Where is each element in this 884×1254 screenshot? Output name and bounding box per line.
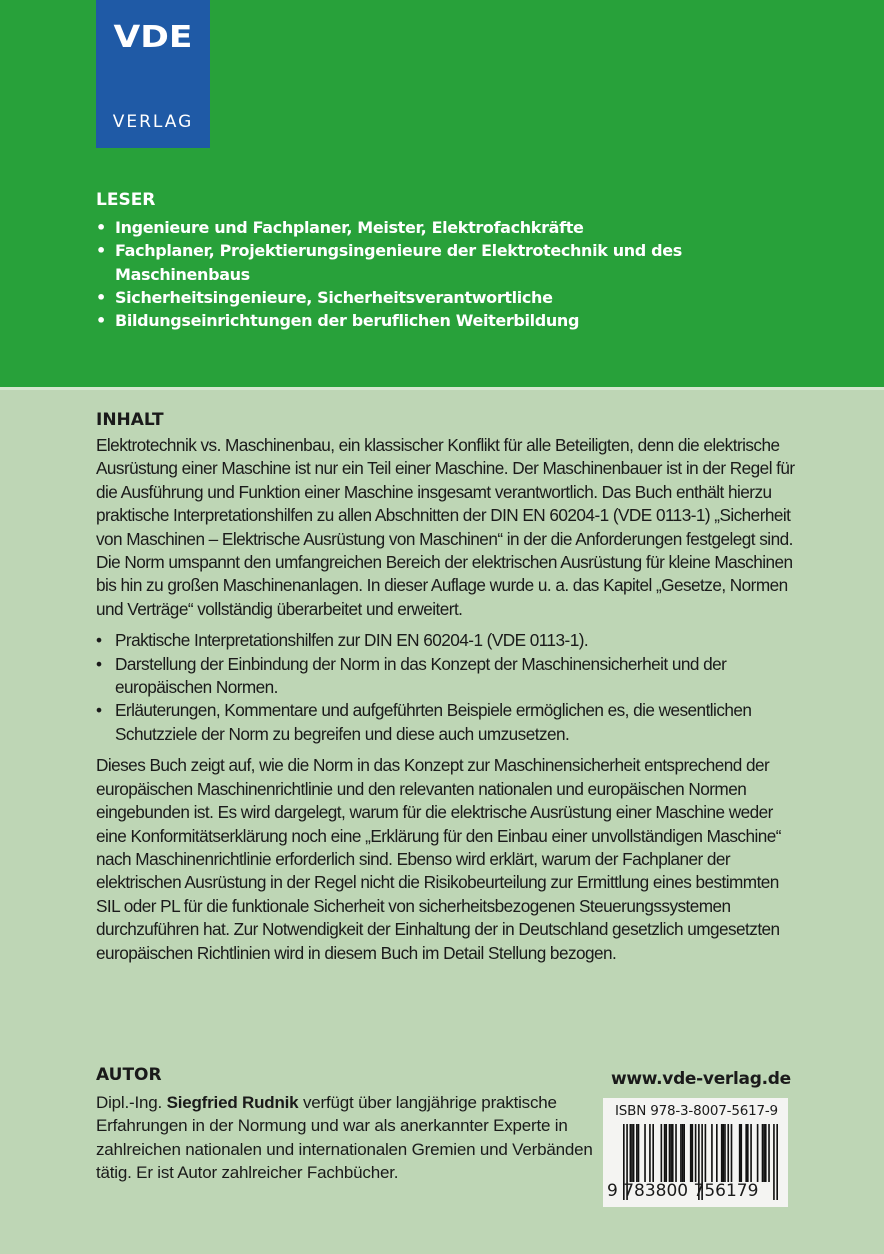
barcode-bar bbox=[690, 1124, 692, 1182]
inhalt-bullets bbox=[96, 629, 796, 746]
vde-verlag-logo bbox=[96, 0, 210, 148]
barcode-bar bbox=[739, 1124, 741, 1182]
barcode-bar bbox=[747, 1124, 749, 1182]
barcode-bar bbox=[750, 1124, 752, 1182]
autor-heading: AUTOR bbox=[96, 1065, 162, 1085]
barcode-bar bbox=[661, 1124, 663, 1182]
barcode-bar bbox=[664, 1124, 666, 1182]
barcode-bar bbox=[776, 1124, 778, 1200]
barcode-bar bbox=[630, 1124, 632, 1182]
leser-item: • Bildungseinrichtungen der beruflichen Weiterbildung bbox=[96, 309, 796, 332]
barcode-bar bbox=[665, 1124, 667, 1182]
barcode-bar bbox=[682, 1124, 684, 1182]
barcode-bar bbox=[652, 1124, 654, 1182]
logo-vde-text: VDE bbox=[113, 20, 193, 55]
leser-heading: LESER bbox=[96, 190, 156, 210]
barcode-bar bbox=[768, 1124, 770, 1182]
isbn-barcode-box bbox=[603, 1098, 788, 1207]
barcode-bar bbox=[636, 1124, 638, 1182]
barcode-bar bbox=[765, 1124, 767, 1182]
inhalt-heading: INHALT bbox=[96, 410, 164, 430]
barcode-bar bbox=[731, 1124, 733, 1182]
barcode-bar bbox=[721, 1124, 723, 1182]
inhalt-closing: Dieses Buch zeigt auf, wie die Norm in das Konzept zur Maschinensicherheit entsprechend der europäischen Maschinenrichtlinie und den relevanten nationalen und europäischen Normen eingebunden ist. Es wird dargelegt, warum für die elektrische Ausrüstung einer Maschine weder eine Konformitätserklärung noch eine „Erklärung für den Einbau einer unvollständigen Maschine“ nach Maschinenrichtlinie erforderlich sind. Ebenso wird erklärt, warum der Fachplaner der elektrischen Ausrüstung in der Regel nicht die Risikobeurteilung zur Ermittlung eines bestimmten SIL oder PL für die funktionale Sicherheit von sicherheitsbezogenen Steuerungssystemen durchzuführen hat. Zur Notwendigkeit der Einhaltung der in Deutschland gesetzlich umgesetzten europäischen Richtlinien wird in diesem Buch im Detail Stellung bezogen. bbox=[96, 755, 781, 963]
barcode-bar bbox=[695, 1124, 697, 1182]
barcode-bar bbox=[740, 1124, 742, 1182]
leser-section bbox=[96, 190, 796, 332]
barcode-bar bbox=[683, 1124, 685, 1182]
inhalt-bullet: • Darstellung der Einbindung der Norm in das Konzept der Maschinensicherheit und der europäischen Normen. bbox=[96, 653, 796, 700]
autor-bio bbox=[96, 1091, 596, 1185]
autor-section bbox=[96, 1065, 596, 1185]
barcode-bar bbox=[705, 1124, 707, 1182]
barcode-bar bbox=[773, 1124, 775, 1200]
barcode-bar bbox=[631, 1124, 633, 1182]
barcode-bar bbox=[670, 1124, 672, 1182]
leser-list bbox=[96, 216, 796, 332]
publisher-website-link[interactable]: www.vde-verlag.de bbox=[611, 1069, 791, 1089]
barcode-bar bbox=[716, 1124, 718, 1182]
barcode-bar bbox=[633, 1124, 635, 1182]
leser-item: • Ingenieure und Fachplaner, Meister, Elektrofachkräfte bbox=[96, 216, 796, 239]
barcode-bar bbox=[692, 1124, 694, 1182]
barcode-bar bbox=[669, 1124, 671, 1182]
inhalt-bullet: • Praktische Interpretationshilfen zur DIN EN 60204-1 (VDE 0113-1). bbox=[96, 629, 796, 652]
barcode-bar bbox=[680, 1124, 682, 1182]
barcode-bar bbox=[644, 1124, 646, 1182]
autor-bio-text: verfügt über langjährige praktische Erfahrungen in der Normung und war als anerkannter Experte in zahlreichen nationalen und internationalen Gremien und Verbänden tätig. Er ist Autor zahlreicher Fachbücher. bbox=[96, 1093, 593, 1183]
logo-verlag-text: VERLAG bbox=[112, 112, 194, 132]
barcode-bar bbox=[762, 1124, 764, 1182]
barcode-bar bbox=[649, 1124, 651, 1182]
isbn-label: ISBN 978-3-8007-5617-9 bbox=[615, 1103, 778, 1119]
barcode-digits: 9 783800 756179 bbox=[607, 1181, 759, 1201]
barcode-bar bbox=[711, 1124, 713, 1182]
barcode-bar bbox=[723, 1124, 725, 1182]
barcode-bar bbox=[638, 1124, 640, 1182]
leser-item: • Fachplaner, Projektierungsingenieure der Elektrotechnik und des Maschinenbaus bbox=[96, 239, 796, 286]
autor-name: Siegfried Rudnik bbox=[166, 1093, 299, 1112]
inhalt-bullet: • Erläuterungen, Kommentare und aufgeführten Beispiele ermöglichen es, die wesentlichen Schutzziele der Norm zu begreifen und diese auch umzusetzen. bbox=[96, 699, 796, 746]
inhalt-intro: Elektrotechnik vs. Maschinenbau, ein klassischer Konflikt für alle Beteiligten, denn die elektrische Ausrüstung einer Maschine ist nur ein Teil einer Maschine. Der Maschinenbauer ist in der Regel für die Ausführung und Funktion einer Maschine insgesamt verantwortlich. Das Buch enthält hierzu praktische Interpretationshilfen zu allen Abschnitten der DIN EN 60204-1 (VDE 0113-1) „Sicherheit von Maschinen – Elektrische Ausrüstung von Maschinen“ in der die Anforderungen festgelegt sind. Die Norm umspannt den umfangreichen Bereich der elektrischen Ausrüstung für kleine Maschinen bis hin zu großen Maschinenanlagen. In dieser Auflage wurde u. a. das Kapitel „Gesetze, Normen und Verträge“ vollständig überarbeitet und erweitert. bbox=[96, 435, 795, 619]
barcode-bar bbox=[724, 1124, 726, 1182]
barcode-bar bbox=[727, 1124, 729, 1182]
leser-item: • Sicherheitsingenieure, Sicherheitsverantwortliche bbox=[96, 286, 796, 309]
barcode-bar bbox=[763, 1124, 765, 1182]
barcode-bar bbox=[675, 1124, 677, 1182]
barcode-bar bbox=[745, 1124, 747, 1182]
autor-prefix: Dipl.-Ing. bbox=[96, 1093, 163, 1112]
inhalt-section bbox=[96, 410, 796, 965]
barcode-bar bbox=[672, 1124, 674, 1182]
barcode-bar bbox=[757, 1124, 759, 1182]
band-divider bbox=[0, 387, 884, 390]
